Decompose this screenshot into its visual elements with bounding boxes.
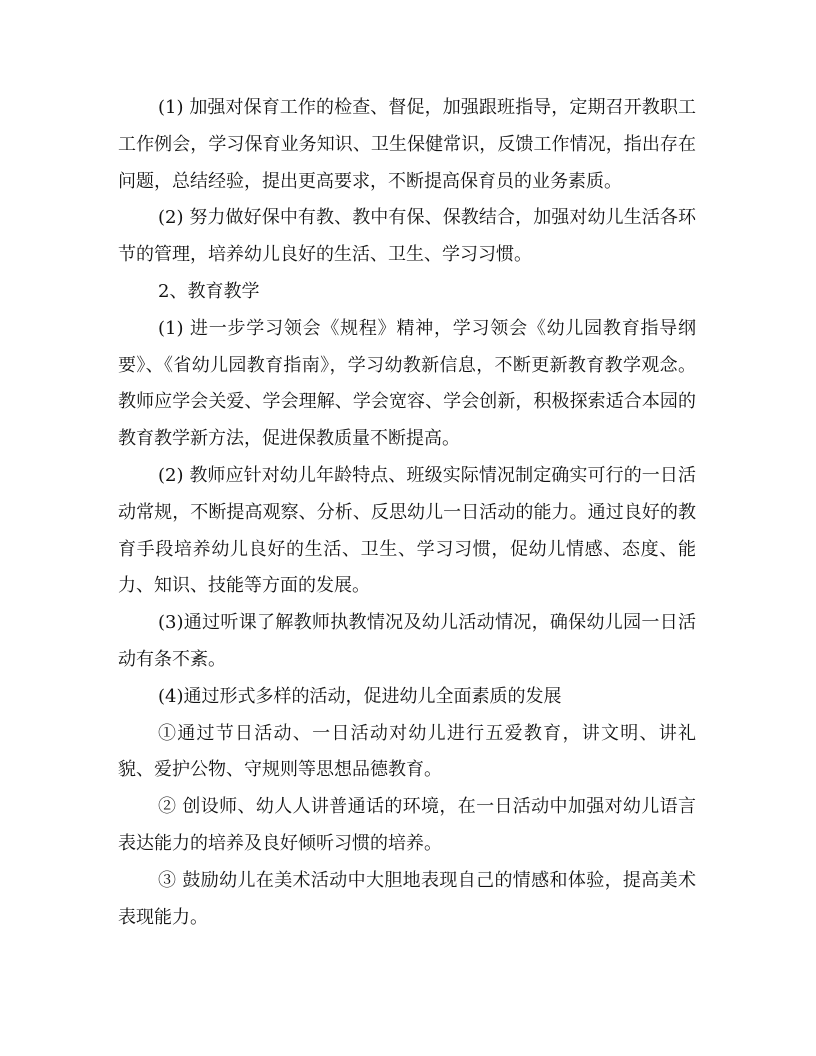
paragraph-9: ③ 鼓励幼儿在美术活动中大胆地表现自己的情感和体验，提高美术表现能力。 bbox=[118, 869, 696, 928]
paragraph-4: (2) 教师应针对幼儿年龄特点、班级实际情况制定确实可行的一日活动常规，不断提高观察、分析、反思幼儿一日活动的能力。通过良好的教育手段培养幼儿良好的生活、卫生、学习习惯，促幼儿情感、态度、能力、知识、技能等方面的发展。 bbox=[118, 464, 696, 597]
paragraph-3: (1) 进一步学习领会《规程》精神，学习领会《幼儿园教育指导纲要》、《省幼儿园教育指南》，学习幼教新信息，不断更新教育教学观念。教师应学会关爱、学会理解、学会宽容、学会创新，积极探索适合本园的教育教学新方法，促进保教质量不断提高。 bbox=[118, 317, 696, 450]
paragraph-7: ①通过节日活动、一日活动对幼儿进行五爱教育，讲文明、讲礼貌、爱护公物、守规则等思想品德教育。 bbox=[118, 722, 696, 781]
paragraph-5: (3)通过听课了解教师执教情况及幼儿活动情况，确保幼儿园一日活动有条不紊。 bbox=[118, 612, 696, 670]
section-heading-education: 2、教育教学 bbox=[158, 280, 260, 302]
paragraph-8: ② 创设师、幼人人讲普通话的环境，在一日活动中加强对幼儿语言表达能力的培养及良好倾听习惯的培养。 bbox=[118, 796, 696, 854]
paragraph-2: (2) 努力做好保中有教、教中有保、保教结合，加强对幼儿生活各环节的管理，培养幼儿良好的生活、卫生、学习习惯。 bbox=[118, 207, 696, 266]
document-body bbox=[118, 90, 696, 936]
paragraph-6: (4)通过形式多样的活动，促进幼儿全面素质的发展 bbox=[158, 685, 562, 707]
paragraph-1: (1) 加强对保育工作的检查、督促，加强跟班指导，定期召开教职工工作例会，学习保育业务知识、卫生保健常识，反馈工作情况，指出存在问题，总结经验，提出更高要求，不断提高保育员的业务素质。 bbox=[118, 97, 696, 192]
